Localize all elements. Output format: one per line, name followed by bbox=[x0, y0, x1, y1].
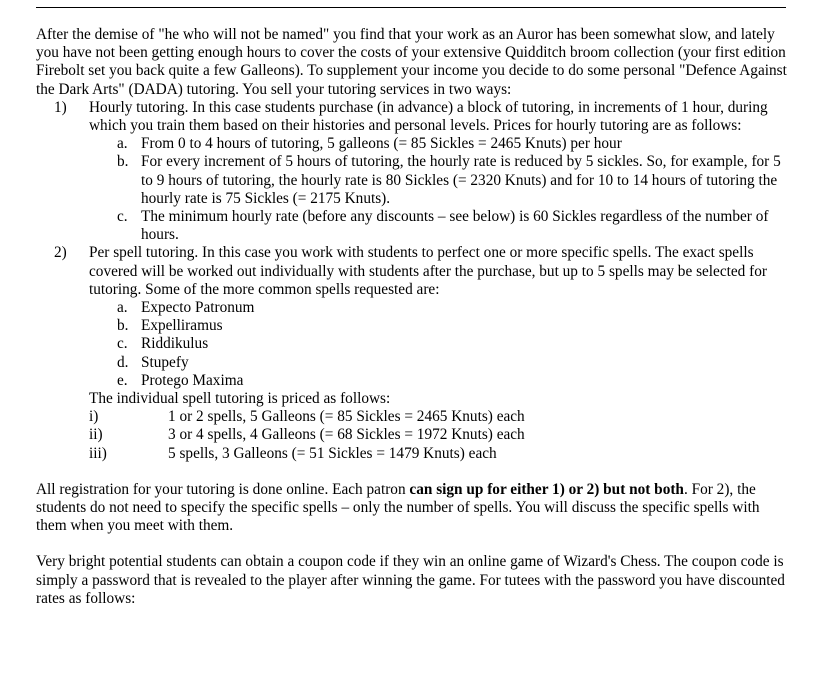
list-item-text: Expelliramus bbox=[141, 317, 223, 335]
option-text: Hourly tutoring. In this case students purchase (in advance) a block of tutoring, in increments of 1 hour, during which you train them based on their histories and personal levels. Prices for hourly tutoring are as follows: bbox=[89, 98, 768, 135]
option-text: Per spell tutoring. In this case you work with students to perfect one or more specific spells. The exact spells covered will be worked out individually with students after the purchase, but up to 5 spells may be selected for tutoring. Some of the more common spells requested are: bbox=[89, 244, 767, 298]
list-marker: e. bbox=[117, 371, 128, 389]
list-item bbox=[36, 317, 788, 335]
list-item-text: From 0 to 4 hours of tutoring, 5 galleons (= 85 Sickles = 2465 Knuts) per hour bbox=[141, 135, 622, 153]
list-item bbox=[36, 335, 788, 353]
document-body bbox=[36, 26, 788, 608]
list-item bbox=[36, 372, 788, 390]
registration-emphasis: can sign up for either 1) or 2) but not both bbox=[409, 480, 684, 498]
list-marker: b. bbox=[117, 153, 129, 171]
tutoring-options-list bbox=[36, 99, 788, 463]
list-item-text: 1 or 2 spells, 5 Galleons (= 85 Sickles = 2465 Knuts) each bbox=[168, 408, 525, 426]
list-item-text: For every increment of 5 hours of tutoring, the hourly rate is reduced by 5 sickles. So, for example, for 5 to 9 hours of tutoring, the hourly rate is 80 Sickles (= 2320 Knuts) and for 10 to 14 hours of tutoring the hourly rate is 75 Sickles (= 2175 Knuts). bbox=[141, 153, 781, 207]
intro-paragraph: After the demise of "he who will not be named" you find that your work as an Auror has been somewhat slow, and lately you have not been getting enough hours to cover the costs of your extensive Quidditch broom collection (your first edition Firebolt set you back quite a few Galleons). To supplement your income you decide to do some personal "Defence Against the Dark Arts" (DADA) tutoring. You sell your tutoring services in two ways: bbox=[36, 26, 787, 98]
list-item bbox=[36, 408, 788, 426]
list-item bbox=[36, 354, 788, 372]
list-item bbox=[36, 445, 788, 463]
list-item bbox=[36, 299, 788, 317]
registration-paragraph bbox=[36, 481, 788, 536]
pricing-intro: The individual spell tutoring is priced as follows: bbox=[89, 390, 391, 408]
list-item bbox=[36, 208, 788, 244]
list-marker: 1) bbox=[54, 98, 67, 116]
list-item-text: Expecto Patronum bbox=[141, 299, 255, 317]
list-marker: c. bbox=[117, 335, 128, 353]
list-marker: 2) bbox=[54, 244, 67, 262]
list-marker: a. bbox=[117, 135, 128, 153]
list-marker: i) bbox=[89, 408, 99, 426]
option-hourly bbox=[36, 99, 788, 245]
option-per-spell bbox=[36, 244, 788, 462]
list-marker: a. bbox=[117, 299, 128, 317]
list-item-text: Protego Maxima bbox=[141, 371, 244, 389]
list-item-text: Riddikulus bbox=[141, 335, 209, 353]
list-marker: iii) bbox=[89, 444, 107, 462]
spells-list bbox=[89, 299, 788, 390]
list-item-text: 5 spells, 3 Galleons (= 51 Sickles = 1479 Knuts) each bbox=[168, 444, 497, 462]
list-item bbox=[36, 135, 788, 153]
top-rule bbox=[36, 7, 786, 8]
list-marker: d. bbox=[117, 353, 129, 371]
list-item bbox=[36, 153, 788, 208]
list-item-text: The minimum hourly rate (before any discounts – see below) is 60 Sickles regardless of the number of hours. bbox=[141, 208, 769, 244]
list-marker: c. bbox=[117, 208, 128, 226]
list-marker: b. bbox=[117, 317, 129, 335]
list-marker: ii) bbox=[89, 426, 103, 444]
list-item-text: 3 or 4 spells, 4 Galleons (= 68 Sickles = 1972 Knuts) each bbox=[168, 426, 525, 444]
coupon-paragraph: Very bright potential students can obtain a coupon code if they win an online game of Wizard's Chess. The coupon code is simply a password that is revealed to the player after winning the game. For tutees with the password you have discounted rates as follows: bbox=[36, 553, 785, 607]
list-item bbox=[36, 426, 788, 444]
registration-text-end: . For 2), the students do not need to specify the specific spells – only the number of spells. You will discuss the specific spells with them when you meet with them. bbox=[36, 480, 760, 535]
spell-pricing-list bbox=[89, 408, 788, 463]
registration-text-start: All registration for your tutoring is done online. Each patron bbox=[36, 480, 410, 498]
list-item-text: Stupefy bbox=[141, 353, 189, 371]
hourly-rules-list bbox=[89, 135, 788, 244]
